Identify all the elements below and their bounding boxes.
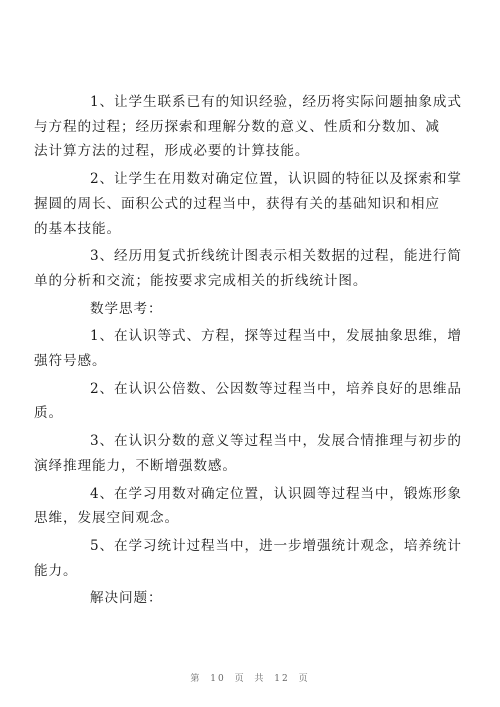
text-line: 质。 (34, 405, 63, 422)
paragraph (62, 297, 438, 322)
text-line: 数学思考： (90, 300, 163, 317)
text-line: 与方程的过程；经历探索和理解分数的意义、性质和分数加、减 (34, 118, 440, 135)
text-line: 强符号感。 (34, 353, 107, 370)
text-line: 1、让学生联系已有的知识经验，经历将实际问题抽象成式 (90, 94, 462, 110)
paragraph (34, 429, 462, 478)
text-line: 5、在学习统计过程当中，进一步增强统计观念，培养统计 (90, 537, 462, 554)
page-number-footer: 第 10 页 共 12 页 (190, 674, 310, 684)
document-body (34, 90, 462, 614)
paragraph (34, 244, 462, 293)
paragraph (34, 324, 462, 373)
paragraph (34, 90, 462, 164)
paragraph (34, 167, 462, 241)
text-line: 4、在学习用数对确定位置，认识圆等过程当中，锻炼形象 (90, 485, 462, 502)
text-line: 思维，发展空间观念。 (34, 510, 179, 527)
text-line: 2、让学生在用数对确定位置，认识圆的特征以及探索和掌 (90, 171, 462, 188)
text-line: 单的分析和交流；能按要求完成相关的折线统计图。 (34, 272, 368, 289)
text-line: 3、经历用复式折线统计图表示相关数据的过程，能进行简 (90, 248, 462, 265)
text-line: 3、在认识分数的意义等过程当中，发展合情推理与初步的 (90, 433, 462, 450)
text-line: 握圆的周长、面积公式的过程当中，获得有关的基础知识和相应 (34, 195, 440, 212)
text-line: 1、在认识等式、方程，探等过程当中，发展抽象思维，增 (90, 328, 462, 345)
text-line: 法计算方法的过程，形成必要的计算技能。 (34, 143, 310, 160)
paragraph (34, 377, 462, 426)
text-line: 演绎推理能力，不断增强数感。 (34, 457, 237, 474)
paragraph (62, 586, 438, 611)
paragraph (34, 482, 462, 531)
text-line: 能力。 (34, 562, 78, 579)
text-line: 2、在认识公倍数、公因数等过程当中，培养良好的思维品 (90, 380, 462, 397)
text-line: 的基本技能。 (34, 220, 121, 237)
paragraph (34, 534, 462, 583)
text-line: 解决问题： (90, 590, 163, 607)
